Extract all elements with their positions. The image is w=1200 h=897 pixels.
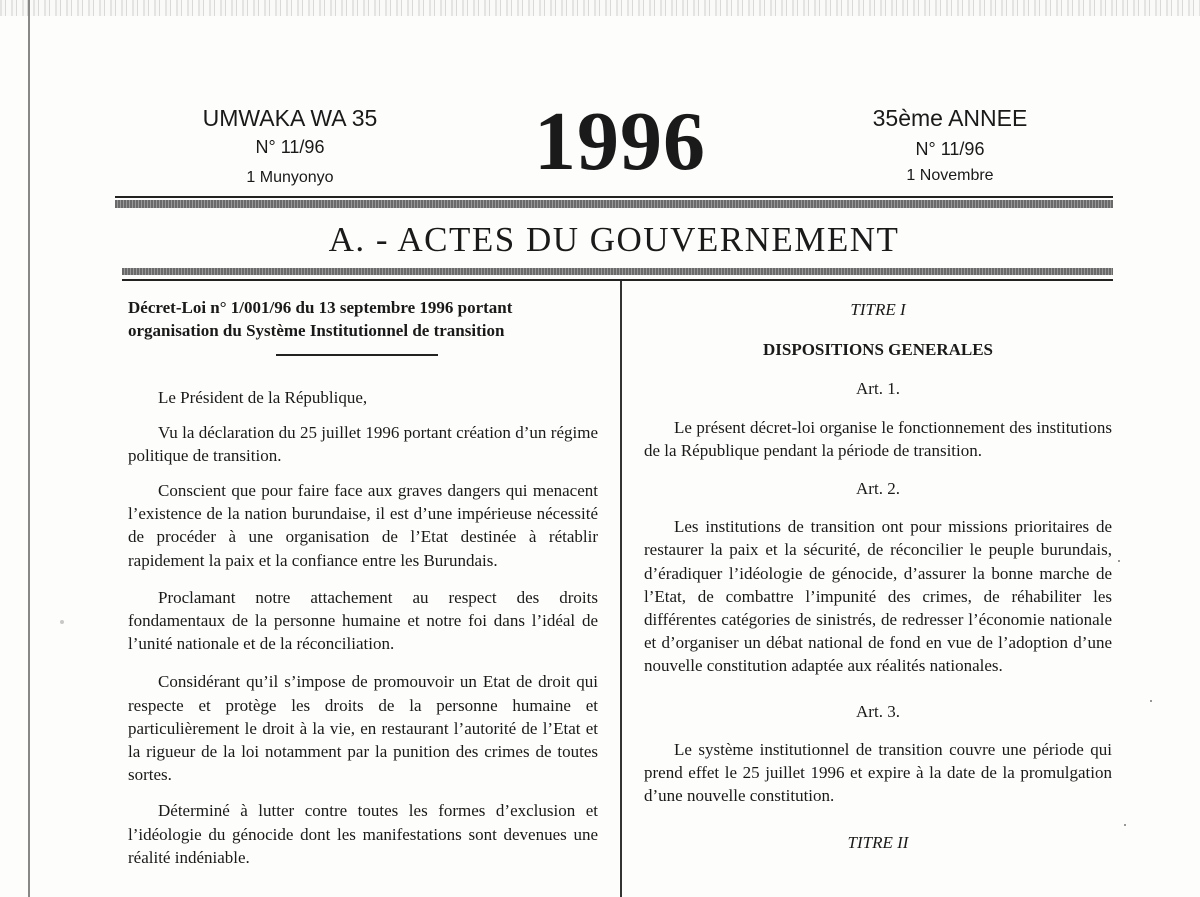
header-right-number: N° 11/96 (915, 139, 985, 159)
header-left (180, 104, 400, 190)
header-right-year-label: 35ème ANNEE (872, 105, 1028, 131)
scan-speck (1150, 700, 1152, 702)
header-right-date: 1 Novembre (906, 167, 994, 184)
art3-heading: Art. 3. (856, 701, 900, 721)
titre-1-heading: TITRE I (850, 300, 906, 319)
header-rule-thin (115, 196, 1113, 198)
art2-text: Les institutions de transition ont pour missions prioritaires de restaurer la paix et la sécurité, de réconcilier le peuple burundais, d’éradiquer l’idéologie de génocide, d’assurer la bonne marche de l’Etat, de combattre l’impunité des crimes, de réhabiliter les différentes catégories de sinistrés, de redresser l’économie nationale et d’organiser un débat national de fond en vue de l’adoption d’une nouvelle constitution adaptée aux réalités nationales. (644, 517, 1112, 676)
header-left-date: 1 Munyonyo (246, 169, 334, 186)
decree-title-line2: organisation du Système Institutionnel de transition (128, 321, 505, 341)
scan-speck (1118, 560, 1120, 562)
header-left-number: N° 11/96 (255, 137, 325, 157)
titre-2-heading: TITRE II (847, 833, 909, 853)
preamble-p3: Proclamant notre attachement au respect des droits fondamentaux de la personne humaine et notre foi dans l’idéal de l’unité nationale et de la réconciliation. (128, 587, 598, 654)
president-line: Le Président de la République, (158, 388, 368, 408)
preamble-p4: Considérant qu’il s’impose de promouvoir un Etat de droit qui respecte et protège les droits de la personne humaine et particulièrement le droit à la vie, en restaurant l’autorité de l’Etat et la rigueur de la loi notamment par la punition des crimes de toutes sortes. (128, 672, 598, 785)
scan-edge-top (0, 0, 1200, 16)
scan-speck (60, 620, 64, 624)
preamble-p1: Vu la déclaration du 25 juillet 1996 portant création d’un régime politique de transition. (128, 422, 598, 465)
left-column (128, 296, 598, 869)
art2-heading: Art. 2. (856, 479, 900, 499)
art3-text: Le système institutionnel de transition couvre une période qui prend effet le 25 juillet 1996 et expire à la date de la promulgation d’une nouvelle constitution. (644, 739, 1112, 806)
dispositions-heading: DISPOSITIONS GENERALES (762, 340, 994, 360)
scan-edge-left (28, 0, 30, 897)
decree-title-line1: Décret-Loi n° 1/001/96 du 13 septembre 1996 portant (128, 298, 513, 317)
header-left-year-label: UMWAKA WA 35 (202, 105, 378, 131)
preamble-p2: Conscient que pour faire face aux graves dangers qui menacent l’existence de la nation burundaise, il est d’une impérieuse nécessité de procéder à une organisation de l’Etat destinée à rétablir rapidement la paix et la confiance entre les Burundais. (128, 481, 598, 570)
preamble-p5: Déterminé à lutter contre toutes les formes d’exclusion et l’idéologie du génocide dont les manifestations sont devenues une réalité indéniable. (128, 801, 598, 867)
header-rule-thick (115, 200, 1113, 208)
section-rule-thick (122, 268, 1113, 275)
header-year: 1996 (534, 95, 706, 188)
scan-speck (1124, 824, 1126, 826)
right-column (644, 298, 1112, 855)
header-right (838, 104, 1062, 188)
column-divider (620, 281, 622, 897)
art1-text: Le présent décret-loi organise le fonctionnement des institutions de la République pendant la période de transition. (644, 417, 1112, 460)
title-underline (276, 354, 438, 356)
section-rule-thin (122, 279, 1113, 281)
art1-heading: Art. 1. (856, 379, 900, 399)
section-title: A. - ACTES DU GOUVERNEMENT (328, 220, 900, 259)
